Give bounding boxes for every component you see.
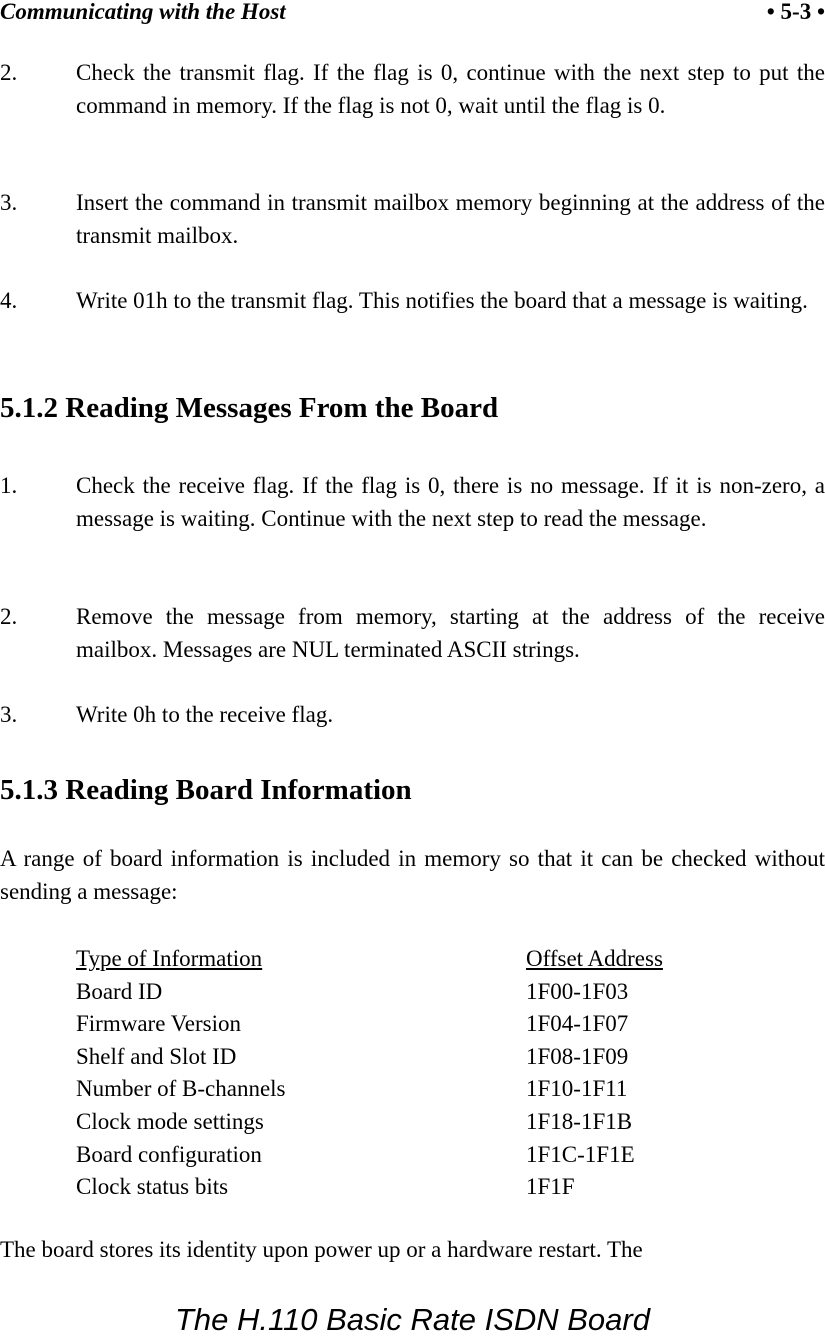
table-row bbox=[76, 1041, 776, 1074]
info-type: Firmware Version bbox=[76, 1011, 242, 1037]
step-text: Check the receive flag. If the flag is 0, there is no message. If it is non-zero, a message is waiting. Continue with the next step to read the message. bbox=[76, 473, 825, 531]
info-type: Board ID bbox=[76, 978, 163, 1004]
step-text: Write 0h to the receive flag. bbox=[76, 702, 334, 727]
page-footer: The H.110 Basic Rate ISDN Board bbox=[175, 1302, 650, 1337]
offset-address: 1F04-1F07 bbox=[526, 1011, 629, 1037]
offset-address: 1F00-1F03 bbox=[526, 978, 629, 1004]
offset-address: 1F1F bbox=[526, 1174, 575, 1200]
header-page-number: • 5-3 • bbox=[766, 0, 825, 24]
offset-address: 1F08-1F09 bbox=[526, 1043, 629, 1069]
board-info-table bbox=[76, 943, 776, 1204]
info-type: Clock mode settings bbox=[76, 1108, 264, 1134]
step-number: 1. bbox=[0, 473, 18, 498]
step-number: 2. bbox=[0, 60, 18, 85]
offset-address: 1F10-1F11 bbox=[526, 1076, 628, 1102]
offset-address: 1F1C-1F1E bbox=[526, 1141, 635, 1167]
table-row bbox=[76, 1008, 776, 1041]
info-type: Board configuration bbox=[76, 1141, 262, 1167]
step-text: Check the transmit flag. If the flag is 0, continue with the next step to put the command in memory. If the flag is not 0, wait until the flag is 0. bbox=[76, 60, 825, 118]
step-number: 3. bbox=[0, 702, 18, 727]
table-row bbox=[76, 1139, 776, 1172]
step-number: 2. bbox=[0, 604, 18, 629]
table-row bbox=[76, 1106, 776, 1139]
table-row bbox=[76, 1073, 776, 1106]
table-row bbox=[76, 1171, 776, 1204]
intro-paragraph: A range of board information is included in memory so that it can be checked without sending a message: bbox=[0, 846, 825, 904]
step-text: Insert the command in transmit mailbox memory beginning at the address of the transmit mailbox. bbox=[76, 190, 825, 248]
column-header-type: Type of Information bbox=[76, 946, 263, 971]
info-type: Number of B-channels bbox=[76, 1076, 286, 1102]
step-number: 4. bbox=[0, 288, 18, 313]
step-text: Write 01h to the transmit flag. This notifies the board that a message is waiting. bbox=[76, 288, 808, 313]
section-heading-5-1-3: 5.1.3 Reading Board Information bbox=[0, 774, 412, 806]
step-number: 3. bbox=[0, 190, 18, 215]
table-row bbox=[76, 976, 776, 1009]
section-heading-5-1-2: 5.1.2 Reading Messages From the Board bbox=[0, 392, 499, 424]
table-header-row bbox=[76, 943, 776, 976]
step-text: Remove the message from memory, starting at the address of the receive mailbox. Messages are NUL terminated ASCII strings. bbox=[76, 604, 825, 662]
info-type: Shelf and Slot ID bbox=[76, 1043, 237, 1069]
offset-address: 1F18-1F1B bbox=[526, 1108, 633, 1134]
header-title: Communicating with the Host bbox=[0, 0, 286, 24]
page-header bbox=[0, 0, 825, 30]
closing-paragraph: The board stores its identity upon power up or a hardware restart. The bbox=[0, 1237, 643, 1262]
column-header-offset: Offset Address bbox=[526, 946, 663, 971]
info-type: Clock status bits bbox=[76, 1174, 229, 1200]
